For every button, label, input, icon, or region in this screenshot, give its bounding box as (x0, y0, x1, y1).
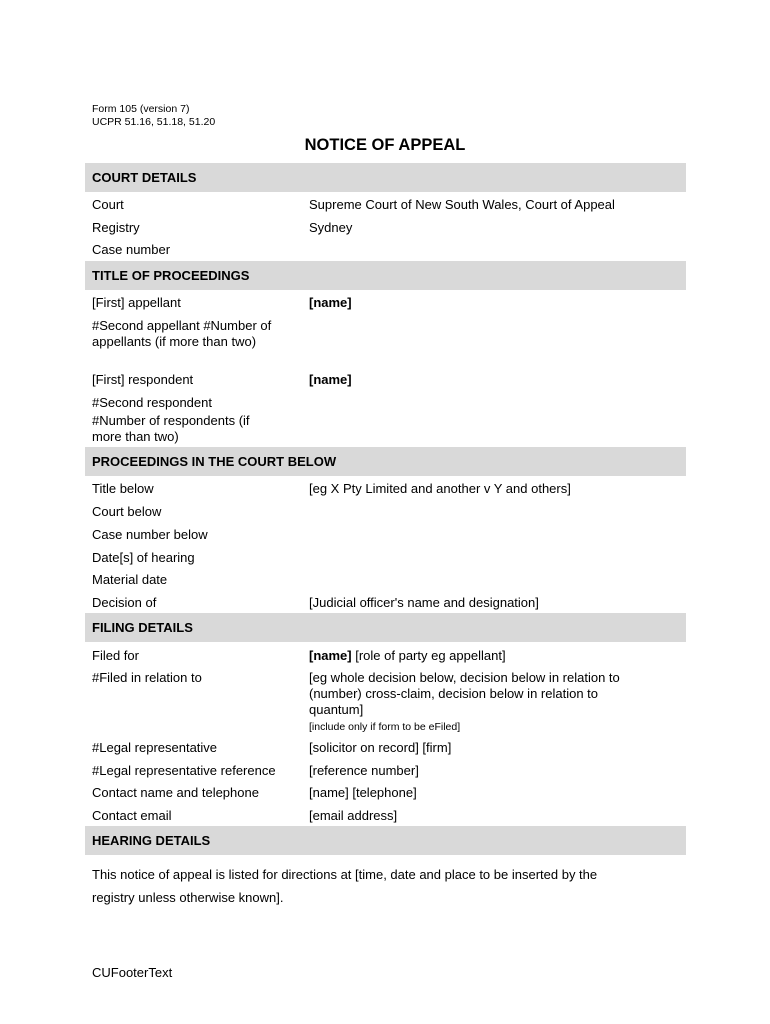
court-label: Court (92, 197, 124, 212)
hearing-paragraph (92, 863, 672, 909)
case-number-below-label: Case number below (92, 527, 208, 542)
hearing-text-line1: This notice of appeal is listed for directions at [time, date and place to be inserted by the (92, 867, 598, 882)
second-appellant-label-line1: #Second appellant #Number of (92, 318, 272, 333)
document-title: NOTICE OF APPEAL (304, 136, 466, 154)
section-heading: FILING DETAILS (92, 620, 193, 635)
filed-for-label: Filed for (92, 648, 139, 663)
second-respondent-label-line1: #Second respondent (92, 395, 212, 410)
rule-reference: UCPR 51.16, 51.18, 51.20 (92, 116, 216, 128)
filed-in-relation-line2: (number) cross-claim, decision below in relation to (309, 686, 599, 701)
first-respondent-value: [name] (309, 372, 352, 387)
legal-rep-value: [solicitor on record] [firm] (309, 740, 452, 755)
efile-note: [include only if form to be eFiled] (309, 721, 461, 733)
second-respondent-label-line3: more than two) (92, 429, 179, 444)
hearing-text-line2: registry unless otherwise known]. (92, 890, 284, 905)
decision-of-value: [Judicial officer's name and designation] (309, 595, 539, 610)
filed-in-relation-label: #Filed in relation to (92, 670, 202, 685)
material-date-label: Material date (92, 572, 168, 587)
registry-label: Registry (92, 220, 140, 235)
contact-value: [name] [telephone] (309, 785, 417, 800)
filed-in-relation-line3: quantum] (309, 702, 364, 717)
court-below-label: Court below (92, 504, 162, 519)
legal-rep-label: #Legal representative (92, 740, 218, 755)
legal-rep-ref-value: [reference number] (309, 763, 419, 778)
court-value: Supreme Court of New South Wales, Court of Appeal (309, 197, 615, 212)
section-court-details (85, 163, 686, 192)
second-respondent-label-line2: #Number of respondents (if (92, 413, 250, 428)
section-heading: HEARING DETAILS (92, 833, 211, 848)
first-respondent-label: [First] respondent (92, 372, 194, 387)
section-hearing-details (85, 826, 686, 855)
case-number-label: Case number (92, 242, 171, 257)
registry-value: Sydney (309, 220, 353, 235)
section-filing-details (85, 613, 686, 642)
section-title-of-proceedings (85, 261, 686, 290)
second-appellant-label-line2: appellants (if more than two) (92, 334, 257, 349)
filed-for-value (309, 648, 679, 664)
title-below-value: [eg X Pty Limited and another v Y and others] (309, 481, 571, 496)
email-label: Contact email (92, 808, 172, 823)
first-appellant-label: [First] appellant (92, 295, 181, 310)
legal-rep-ref-label: #Legal representative reference (92, 763, 276, 778)
contact-label: Contact name and telephone (92, 785, 259, 800)
email-value: [email address] (309, 808, 398, 823)
section-heading: PROCEEDINGS IN THE COURT BELOW (92, 454, 337, 469)
filed-for-name: [name] (309, 648, 352, 663)
form-version: Form 105 (version 7) (92, 103, 190, 115)
filed-for-role: [role of party eg appellant] (351, 648, 506, 663)
title-below-label: Title below (92, 481, 154, 496)
section-heading: COURT DETAILS (92, 170, 197, 185)
filed-in-relation-line1: [eg whole decision below, decision below in relation to (309, 670, 620, 685)
section-heading: TITLE OF PROCEEDINGS (92, 268, 250, 283)
footer-text: CUFooterText (92, 965, 173, 980)
dates-of-hearing-label: Date[s] of hearing (92, 550, 195, 565)
first-appellant-value: [name] (309, 295, 352, 310)
section-proceedings-below (85, 447, 686, 476)
decision-of-label: Decision of (92, 595, 157, 610)
